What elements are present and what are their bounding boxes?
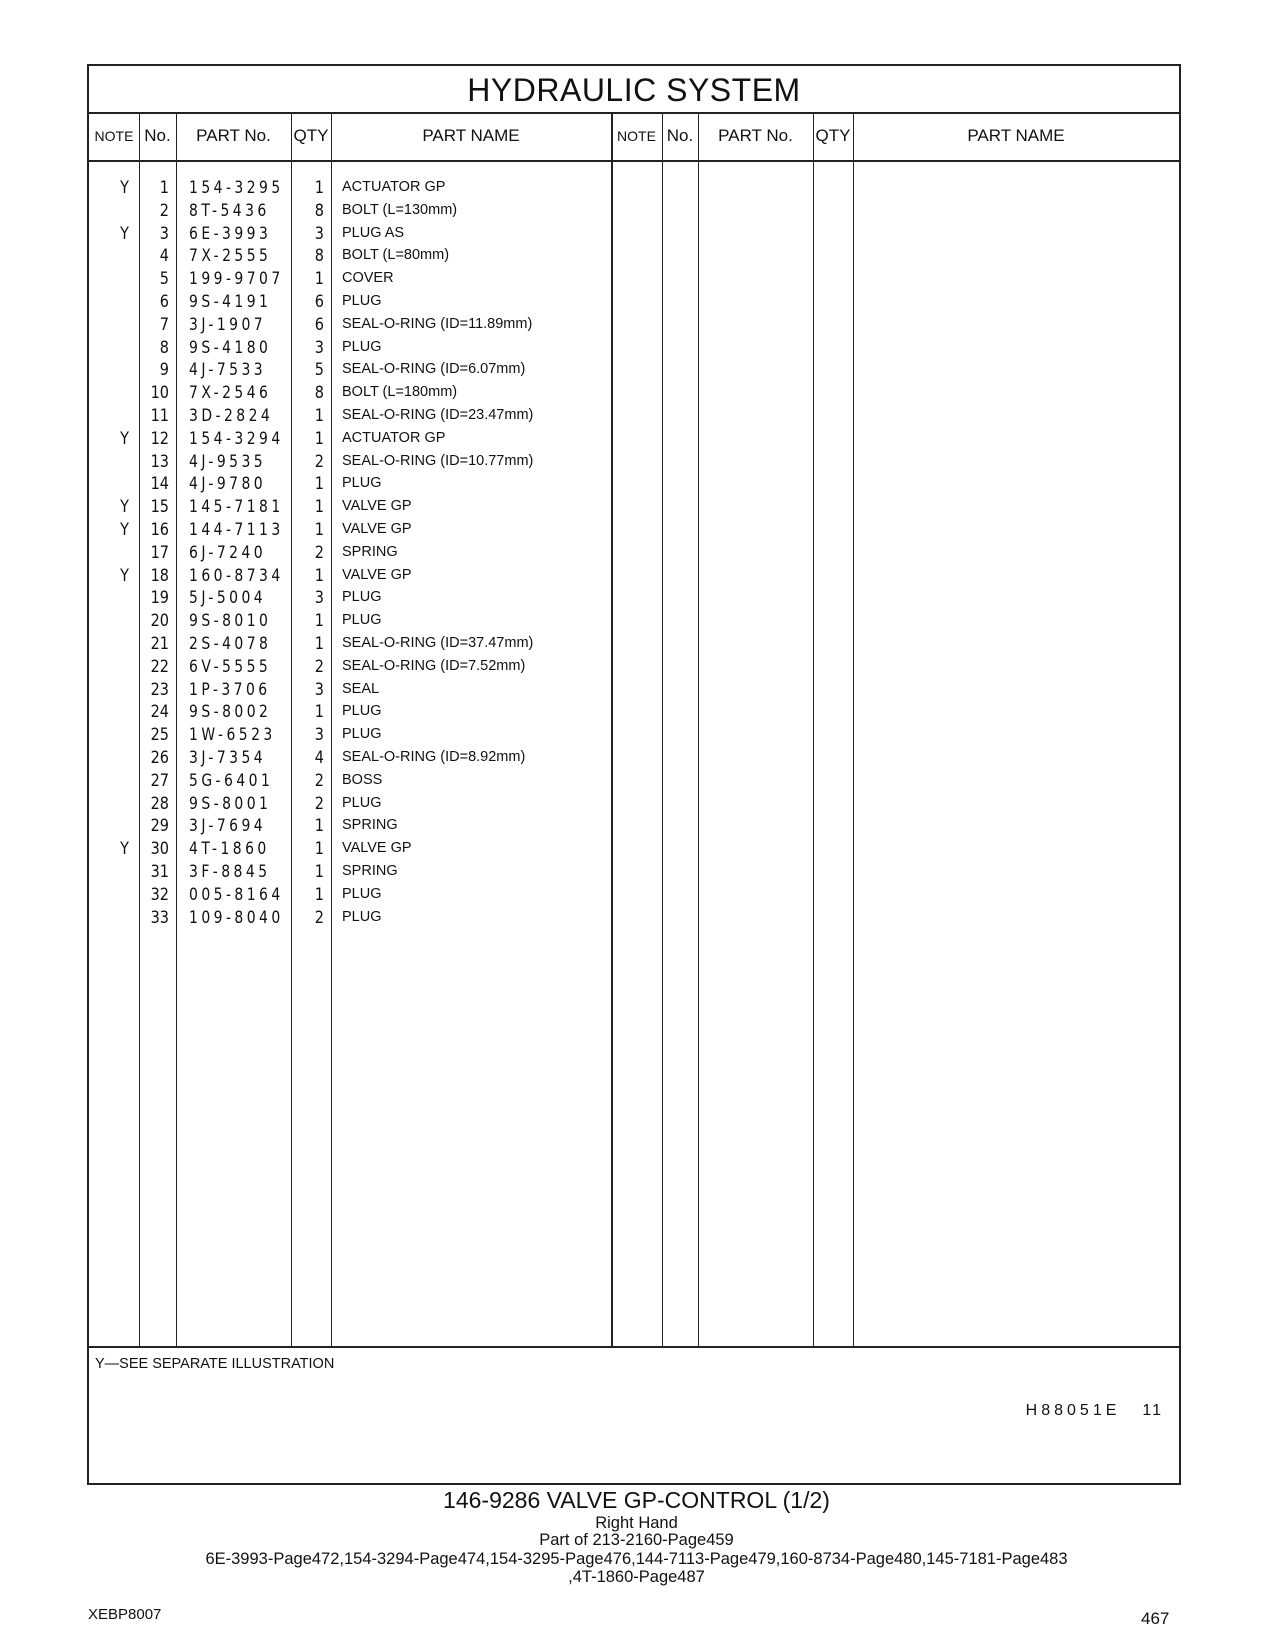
part-name: SEAL-O-RING (ID=37.47mm): [342, 635, 534, 651]
table-row: [89, 406, 649, 429]
item-number: 30: [150, 839, 169, 860]
quantity: 1: [314, 611, 324, 632]
part-name: SEAL-O-RING (ID=8.92mm): [342, 749, 526, 765]
quantity: 1: [314, 839, 324, 860]
item-number: 16: [150, 520, 169, 540]
quantity: 3: [314, 337, 324, 358]
col-note-right: NOTE: [617, 128, 656, 144]
table-row: [89, 908, 649, 931]
part-number: 3D-2824: [189, 406, 274, 426]
part-name: PLUG: [342, 908, 382, 925]
column-divider: [662, 112, 663, 1346]
quantity: 1: [314, 406, 324, 426]
quantity: 2: [314, 451, 324, 472]
table-row: [89, 748, 649, 771]
column-divider: [813, 112, 814, 1346]
part-number: 109-8040: [189, 907, 284, 928]
table-row: [89, 246, 649, 269]
part-name: BOLT (L=180mm): [342, 384, 458, 401]
item-number: 29: [150, 816, 169, 837]
item-number: 7: [159, 314, 169, 335]
part-name: PLUG: [342, 475, 382, 492]
part-name: PLUG: [342, 726, 382, 743]
document-id: XEBP8007: [88, 1606, 162, 1623]
item-number: 5: [159, 269, 169, 290]
table-row: [89, 338, 649, 361]
part-number: 145-7181: [189, 497, 284, 518]
quantity: 1: [314, 816, 324, 837]
table-row: [89, 383, 649, 406]
part-number: 1W-6523: [189, 725, 276, 746]
item-number: 9: [159, 360, 169, 381]
item-number: 14: [150, 474, 169, 495]
part-number: 144-7113: [189, 520, 284, 540]
item-number: 21: [150, 634, 169, 654]
part-name: SPRING: [342, 543, 398, 560]
illustration-reference: [1026, 1402, 1163, 1420]
caption-line-part-of: Part of 213-2160-Page459: [539, 1531, 734, 1549]
item-number: 17: [150, 542, 169, 563]
table-row: [89, 885, 649, 908]
table-row: [89, 429, 649, 452]
part-name: SEAL-O-RING (ID=10.77mm): [342, 452, 534, 469]
quantity: 3: [314, 588, 324, 609]
part-number: 154-3295: [189, 178, 284, 198]
quantity: 2: [314, 907, 324, 928]
caption-line-references-cont: ,4T-1860-Page487: [568, 1568, 705, 1586]
part-number: 3J-7694: [189, 816, 267, 837]
part-name: PLUG: [342, 885, 382, 902]
table-row: [89, 543, 649, 566]
item-number: 22: [150, 656, 169, 677]
col-part-right: PART No.: [718, 126, 793, 145]
part-number: 160-8734: [189, 565, 284, 586]
item-number: 19: [150, 588, 169, 609]
part-name: VALVE GP: [342, 498, 412, 515]
part-number: 5J-5004: [189, 588, 267, 609]
illustration-page: 11: [1142, 1402, 1163, 1419]
part-name: COVER: [342, 270, 394, 287]
item-number: 32: [150, 884, 169, 905]
col-qty-left: QTY: [293, 126, 329, 145]
part-number: 4T-1860: [189, 839, 270, 860]
quantity: 3: [314, 223, 324, 244]
item-note: Y: [120, 497, 129, 518]
part-name: BOLT (L=80mm): [342, 247, 450, 264]
quantity: 1: [314, 634, 324, 654]
part-name: ACTUATOR GP: [342, 429, 446, 446]
part-name: VALVE GP: [342, 566, 412, 583]
quantity: 2: [314, 793, 324, 814]
table-row: [89, 657, 649, 680]
col-qty-right: QTY: [815, 126, 851, 145]
part-number: 4J-9535: [189, 451, 267, 472]
column-header-row: [89, 112, 1179, 162]
part-name: SEAL-O-RING (ID=7.52mm): [342, 657, 526, 674]
part-number: 2S-4078: [189, 634, 272, 654]
item-number: 24: [150, 702, 169, 723]
part-name: PLUG: [342, 612, 382, 629]
table-row: [89, 497, 649, 520]
item-number: 4: [159, 246, 169, 267]
part-name: SEAL-O-RING (ID=23.47mm): [342, 407, 534, 423]
table-row: [89, 452, 649, 475]
part-name: SEAL-O-RING (ID=11.89mm): [342, 315, 533, 332]
section-header: [89, 66, 1179, 114]
item-note: Y: [120, 520, 129, 540]
part-number: 6E-3993: [189, 223, 272, 244]
footnote: Y—SEE SEPARATE ILLUSTRATION: [95, 1356, 335, 1372]
item-number: 27: [150, 770, 169, 791]
part-name: SEAL-O-RING (ID=6.07mm): [342, 361, 526, 378]
part-number: 4J-7533: [189, 360, 267, 381]
part-number: 154-3294: [189, 428, 284, 449]
col-no-right: No.: [666, 126, 694, 145]
table-row: [89, 178, 649, 201]
item-number: 2: [159, 200, 169, 221]
part-name: ACTUATOR GP: [342, 179, 446, 195]
part-name: PLUG: [342, 703, 382, 720]
part-number: 1P-3706: [189, 679, 271, 700]
table-row: [89, 224, 649, 247]
col-no-left: No.: [144, 126, 171, 145]
quantity: 8: [314, 246, 324, 267]
assembly-title: 146-9286 VALVE GP-CONTROL (1/2): [443, 1487, 830, 1513]
item-number: 25: [150, 725, 169, 746]
part-number: 8T-5436: [189, 200, 270, 221]
table-row: [89, 292, 649, 315]
part-number: 9S-4180: [189, 337, 272, 358]
quantity: 1: [314, 474, 324, 495]
illustration-code: H88051E: [1025, 1402, 1121, 1419]
quantity: 1: [314, 565, 324, 586]
table-footer: [89, 1346, 1179, 1485]
caption-line-side: Right Hand: [595, 1514, 678, 1532]
part-number: 9S-8001: [189, 793, 272, 814]
part-number: 7X-2546: [189, 383, 272, 404]
part-number: 5G-6401: [189, 770, 274, 791]
table-row: [89, 634, 649, 657]
item-number: 10: [150, 383, 169, 404]
item-number: 18: [150, 565, 169, 586]
part-name: VALVE GP: [342, 840, 412, 857]
item-number: 26: [150, 748, 169, 768]
page-number: 467: [1141, 1609, 1170, 1628]
quantity: 1: [314, 884, 324, 905]
part-number: 9S-8002: [189, 702, 272, 723]
part-number: 7X-2555: [189, 246, 272, 267]
quantity: 1: [314, 702, 324, 723]
quantity: 1: [314, 520, 324, 540]
table-row: [89, 360, 649, 383]
table-row: [89, 611, 649, 634]
table-row: [89, 520, 649, 543]
part-name: BOSS: [342, 771, 383, 788]
table-row: [89, 816, 649, 839]
part-name: PLUG: [342, 794, 382, 811]
part-number: 199-9707: [189, 269, 284, 290]
quantity: 4: [314, 748, 324, 768]
part-name: SEAL: [342, 680, 380, 697]
quantity: 8: [314, 200, 324, 221]
part-number: 3J-1907: [189, 314, 267, 335]
table-row: [89, 201, 649, 224]
quantity: 6: [314, 314, 324, 335]
part-number: 3F-8845: [189, 862, 271, 882]
col-note-left: NOTE: [94, 128, 134, 144]
quantity: 2: [314, 656, 324, 677]
item-number: 23: [150, 679, 169, 700]
section-title: HYDRAULIC SYSTEM: [467, 72, 801, 108]
quantity: 5: [314, 360, 324, 381]
quantity: 2: [314, 770, 324, 791]
item-note: Y: [120, 178, 129, 198]
table-row: [89, 474, 649, 497]
item-number: 12: [150, 428, 169, 449]
table-row: [89, 269, 649, 292]
caption-line-references: 6E-3993-Page472,154-3294-Page474,154-3295-Page476,144-7113-Page479,160-8734-Page480,145-7181-Page483: [205, 1550, 1068, 1568]
part-number: 6V-5555: [189, 656, 272, 677]
column-divider: [698, 112, 699, 1346]
table-row: [89, 839, 649, 862]
item-number: 15: [150, 497, 169, 518]
part-number: 005-8164: [189, 884, 284, 905]
quantity: 1: [314, 862, 324, 882]
item-number: 1: [159, 178, 169, 198]
column-divider: [853, 112, 854, 1346]
quantity: 1: [314, 497, 324, 518]
item-note: Y: [120, 839, 129, 860]
item-number: 11: [150, 406, 169, 426]
item-number: 20: [150, 611, 169, 632]
table-row: [89, 862, 649, 885]
quantity: 1: [314, 269, 324, 290]
table-row: [89, 771, 649, 794]
quantity: 1: [314, 178, 324, 198]
quantity: 3: [314, 679, 324, 700]
quantity: 1: [314, 428, 324, 449]
col-name-right: PART NAME: [967, 126, 1065, 145]
table-row: [89, 315, 649, 338]
part-number: 6J-7240: [189, 542, 267, 563]
part-name: PLUG: [342, 293, 382, 309]
col-name-left: PART NAME: [422, 126, 520, 145]
col-part-left: PART No.: [196, 126, 271, 145]
part-name: BOLT (L=130mm): [342, 201, 458, 218]
quantity: 6: [314, 292, 324, 312]
table-row: [89, 794, 649, 817]
item-number: 33: [150, 907, 169, 928]
quantity: 3: [314, 725, 324, 746]
part-name: SPRING: [342, 817, 398, 834]
parts-table-frame: [87, 64, 1181, 1485]
part-name: PLUG: [342, 589, 382, 606]
item-number: 3: [159, 223, 169, 244]
item-note: Y: [120, 565, 129, 586]
item-number: 8: [159, 337, 169, 358]
table-row: [89, 680, 649, 703]
part-number: 9S-8010: [189, 611, 272, 632]
part-number: 9S-4191: [189, 292, 272, 312]
part-name: VALVE GP: [342, 521, 412, 537]
table-row: [89, 588, 649, 611]
part-name: PLUG AS: [342, 224, 405, 241]
part-number: 4J-9780: [189, 474, 267, 495]
part-number: 3J-7354: [189, 748, 267, 768]
table-row: [89, 725, 649, 748]
item-note: Y: [120, 428, 129, 449]
table-row: [89, 702, 649, 725]
item-number: 13: [150, 451, 169, 472]
item-number: 6: [159, 292, 169, 312]
quantity: 8: [314, 383, 324, 404]
item-number: 31: [150, 862, 169, 882]
quantity: 2: [314, 542, 324, 563]
part-name: SPRING: [342, 863, 398, 879]
item-number: 28: [150, 793, 169, 814]
table-row: [89, 566, 649, 589]
part-name: PLUG: [342, 338, 382, 355]
item-note: Y: [120, 223, 129, 244]
